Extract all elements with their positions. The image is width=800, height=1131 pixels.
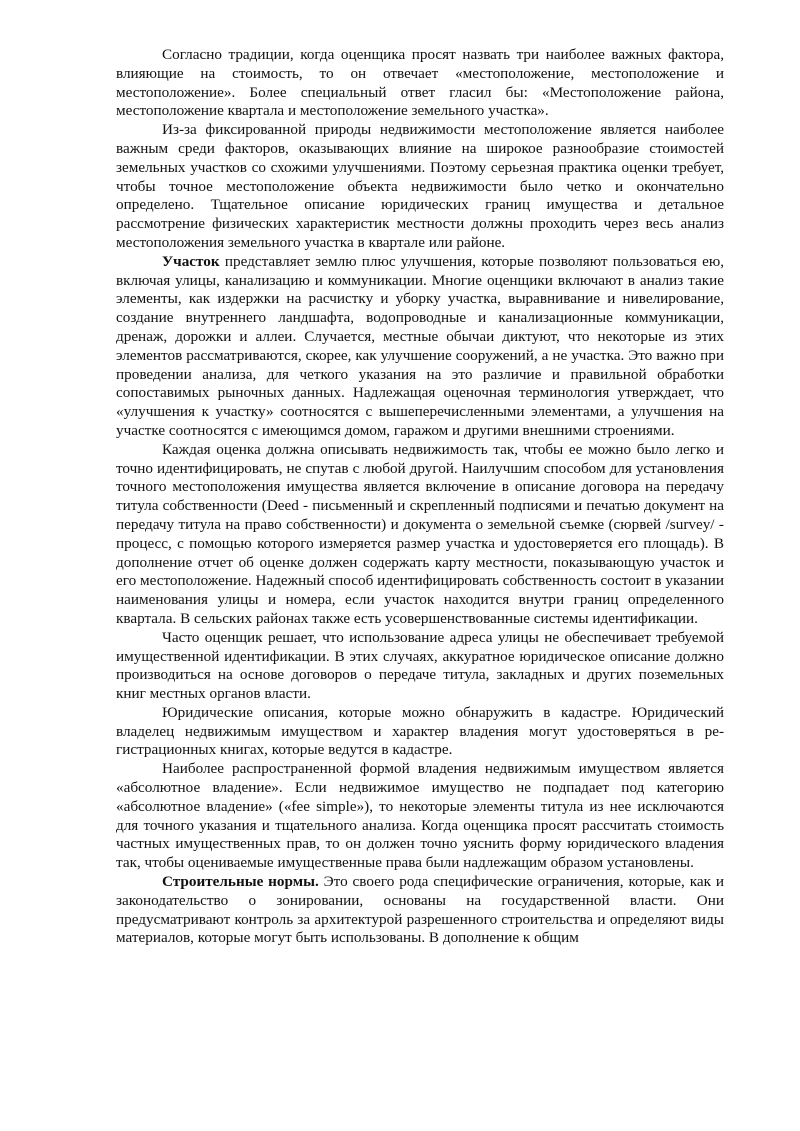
document-page (116, 46, 724, 948)
paragraph-lead: Строительные нормы. (162, 873, 319, 891)
paragraph-fixed-nature (116, 121, 724, 253)
paragraph-location-tradition (116, 46, 724, 121)
paragraph-text: представляет землю плюс улучшения, которые позволяют пользоваться ею, включая улицы, канализацию и коммуникации. Многие оценщики включают в анализ такие элементы, как издержки на расчистку и уборку участка, выравнивание и нивелирование, создание внутреннего ландшафта, водопроводные и канализационные коммуникации, дренаж, дорожки и аллеи. Случается, местные обычаи диктуют, что некоторые из этих элементов рассматриваются, скорее, как улучшение сооружений, а не участка. Это важно при проведении анализа, для четкого указания на это различие и правильной обработки сопоставимых рыночных данных. Надлежащая оценочная терминология утверждает, что «улучшения к участку» соотносятся с вышеперечисленными элементами, а улучшения на участке соотносятся с имеющимся домом, гаражом и другими внешними строениями. (116, 252, 724, 439)
paragraph-text: Часто оценщик решает, что использование адреса улицы не обеспечивает требуемой имущественной идентификации. В этих случаях, аккуратное юридическое описание должно производиться на основе договоров о передаче титула, закладных и других поземельных книг местных органов власти. (116, 628, 724, 703)
paragraph-text: Юридические описания, которые можно обнаружить в кадастре. Юридический владелец недвижимым имуществом и характер владения могут удостоверяться в регистрационных книгах, которые ведутся в кадастре. (116, 703, 724, 759)
paragraph-street-address (116, 629, 724, 704)
paragraph-text: Каждая оценка должна описывать недвижимость так, чтобы ее можно было легко и точно идентифицировать, не спутав с любой другой. Наилучшим способом для установления точного местоположения имущества является включение в описание договора на передачу титула собственности (Deed - письменный и скрепленный подписями и печатью документ на передачу титула на право собственности) и документа о земельной съемке (сюрвей /survey/ - процесс, с помощью которого измеряется размер участка и удостоверяется его площадь). В дополнение отчет об оценке должен содержать карту местности, показывающую участок и его местоположение. Надежный способ идентифицировать собственность состоит в указании наименования улицы и номера, если участок находится внутри границ определенного квартала. В сельских районах также есть усовершенствованные системы идентификации. (116, 440, 724, 627)
paragraph-cadastre (116, 704, 724, 760)
paragraph-fee-simple (116, 760, 724, 873)
paragraph-site (116, 253, 724, 441)
paragraph-text: Согласно традиции, когда оценщика просят назвать три наиболее важных фактора, влияющие на стоимость, то он отвечает «местоположение, местоположение и местоположение». Более специальный ответ гласил бы: «Местоположение района, местоположение квартала и местоположение земельного участка». (116, 46, 724, 120)
paragraph-identification (116, 441, 724, 629)
paragraph-text: Наиболее распространенной формой владения недвижимым имуществом является «абсолютное владение». Если недвижимое имущество не подпадает под категорию «абсолютное владение» («fee simple»), то некоторые элементы титула из нее исключаются для точного указания и тщательного анализа. Когда оценщика просят рассчитать стоимость частных имущественных прав, то он должен точно уяснить форму юридического владения так, чтобы оцениваемые имущественные права были надлежащим образом установлены. (116, 760, 724, 872)
paragraph-building-codes (116, 873, 724, 948)
paragraph-lead: Участок (162, 252, 220, 270)
paragraph-text: Это своего рода специфические ограничения, которые, как и законодательство о зонировании, основаны на государственной власти. Они предусматривают контроль за архитектурой разрешенного строительства и определяют виды материалов, которые могут быть использованы. В дополнение к общим (116, 873, 724, 947)
paragraph-text: Из-за фиксированной природы недвижимости местоположение является наиболее важным среди факторов, оказывающих влияние на широкое разнообразие стоимостей земельных участков со схожими улучшениями. Поэтому серьезная практика оценки требует, чтобы точное местоположение объекта недвижимости было четко и окончательно определено. Тщательное описание юридических границ имущества и детальное рассмотрение физических характеристик местности должны проходить через весь анализ местоположения земельного участка в квартале или районе. (116, 121, 724, 251)
